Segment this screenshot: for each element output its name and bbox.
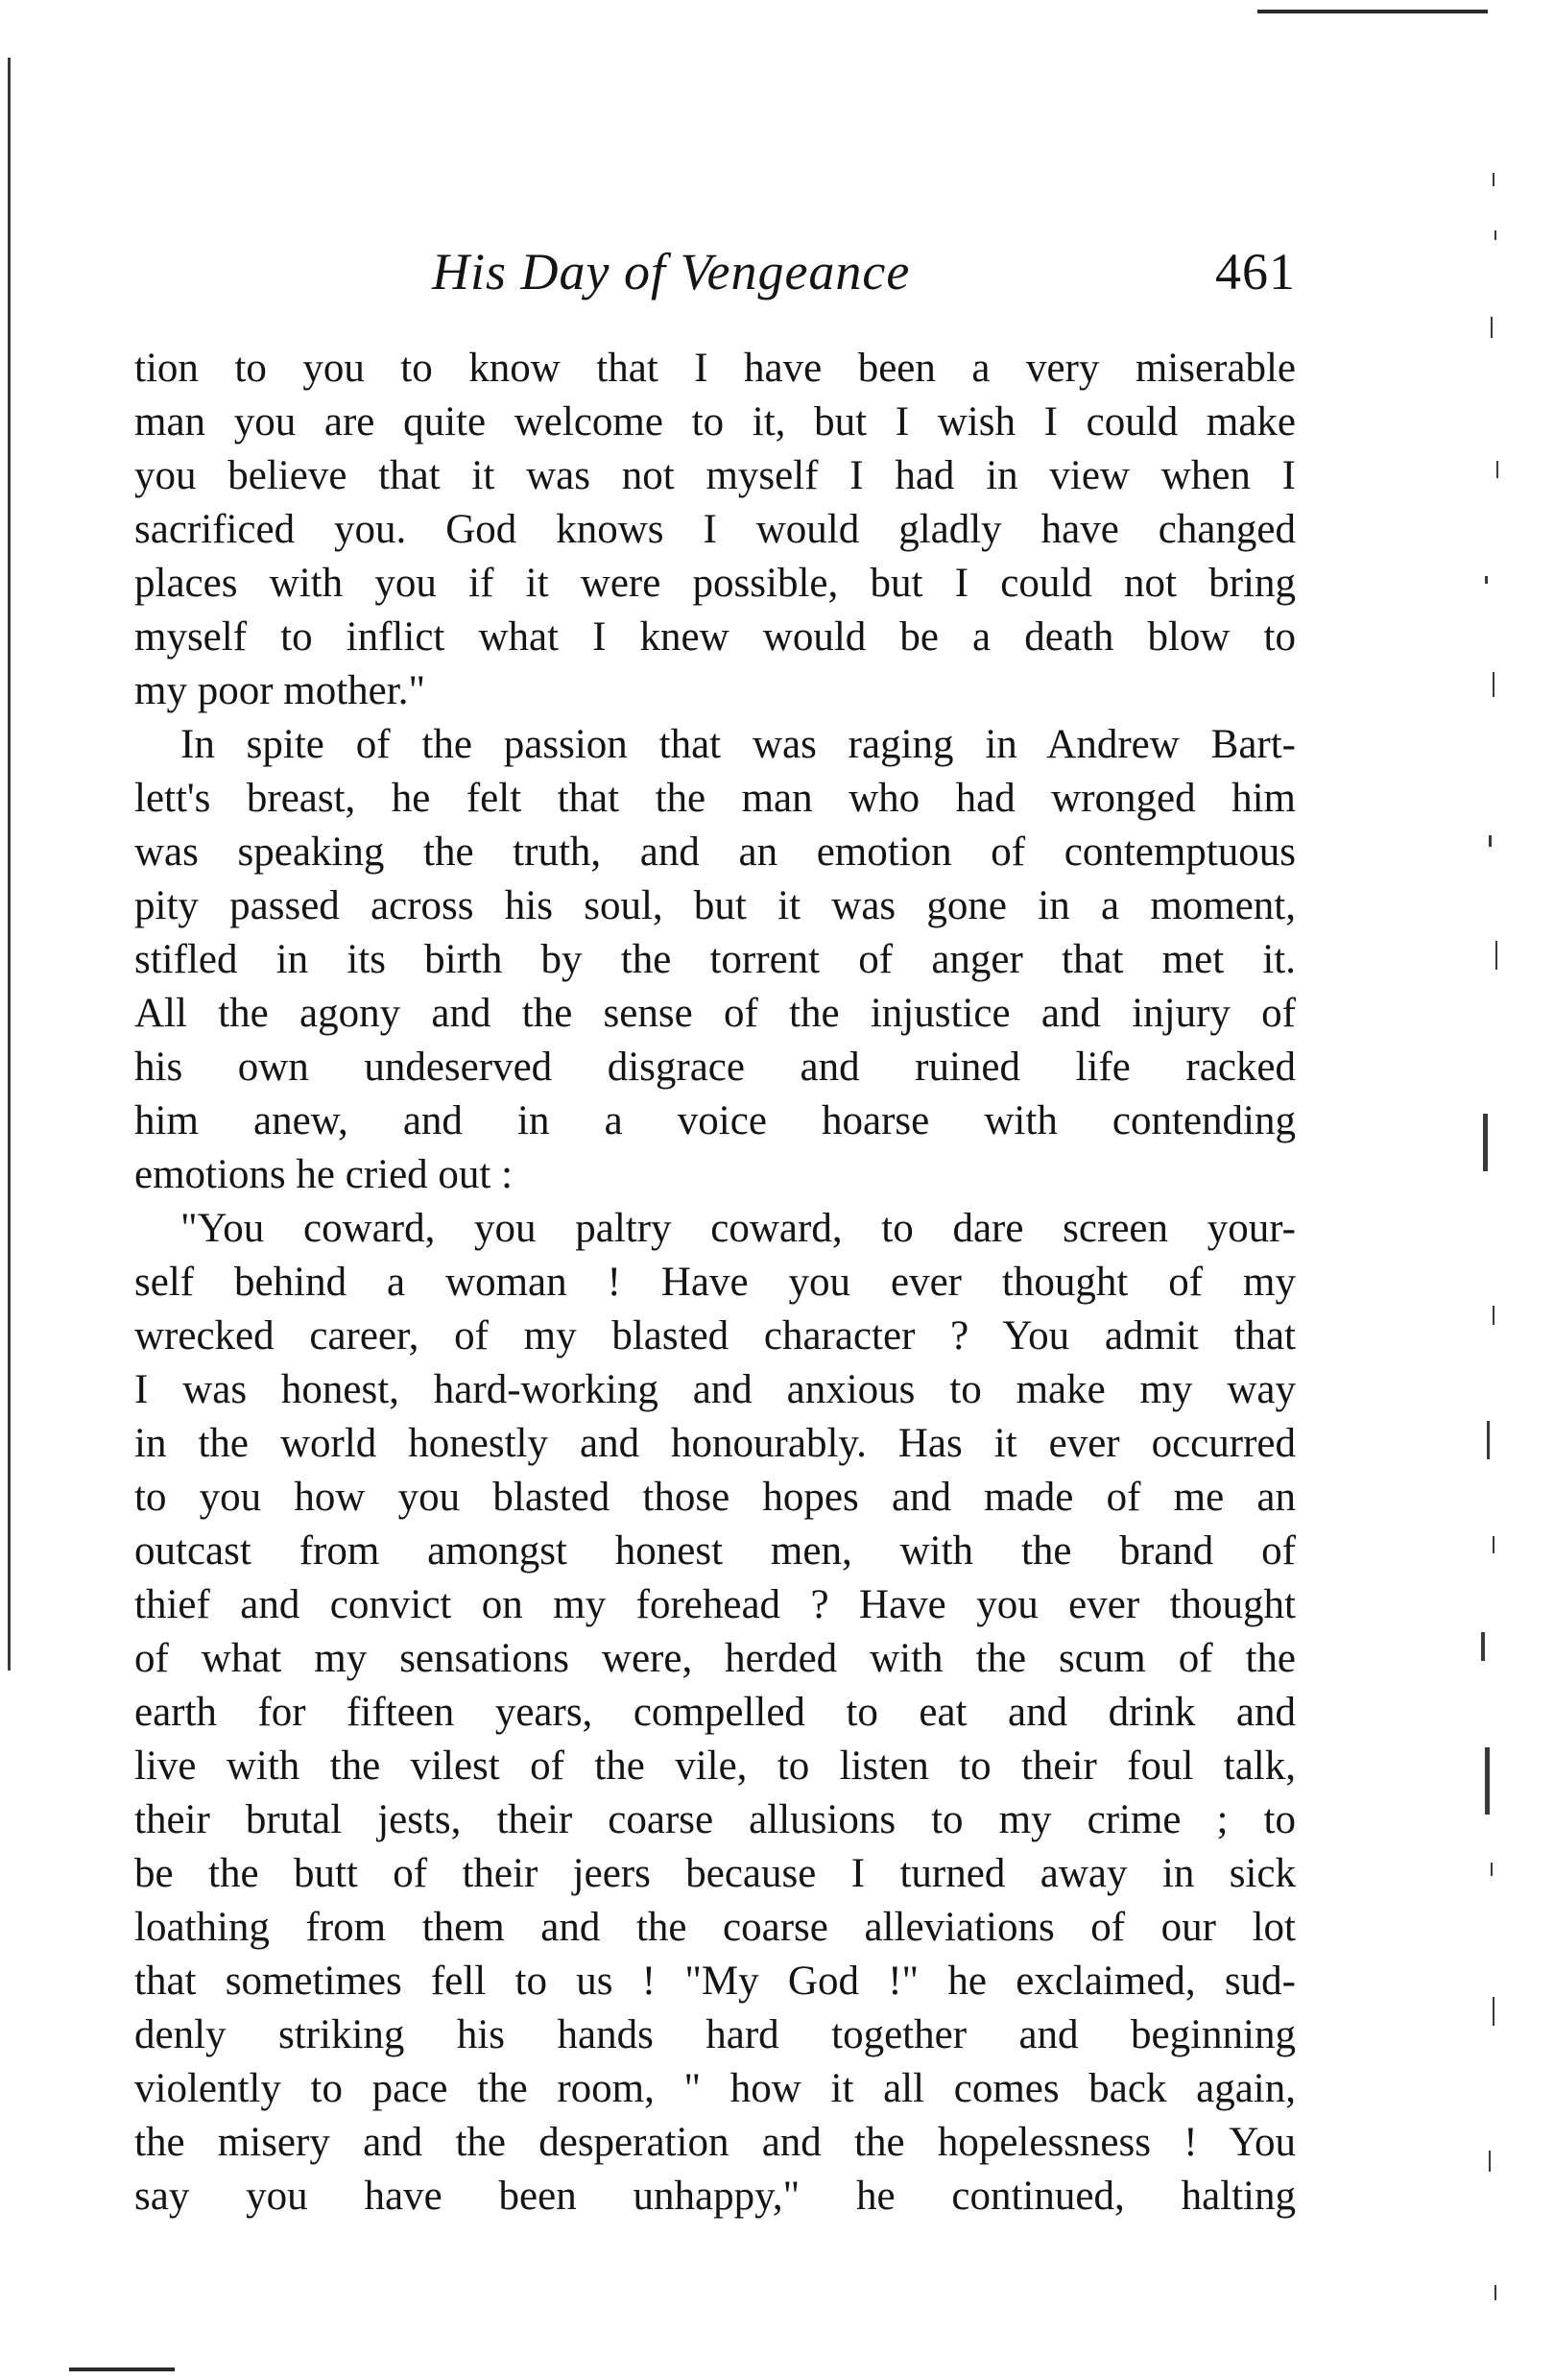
text-line: tion to you to know that I have been a very miserable <box>134 346 1296 391</box>
text-line: in the world honestly and honourably. Has it ever occurred <box>134 1421 1296 1466</box>
text-line: was speaking the truth, and an emotion of contemptuous <box>134 829 1296 875</box>
text-line: him anew, and in a voice hoarse with contending <box>134 1098 1296 1143</box>
text-line: you believe that it was not myself I had in view when I <box>134 453 1296 498</box>
text-line: I was honest, hard-working and anxious to make my way <box>134 1367 1296 1412</box>
text-line: thief and convict on my forehead ? Have you ever thought <box>134 1582 1296 1627</box>
text-line: places with you if it were possible, but I could not bring <box>134 561 1296 606</box>
text-line: myself to inflict what I knew would be a death blow to <box>134 614 1296 660</box>
text-line: man you are quite welcome to it, but I wish I could make <box>134 399 1296 445</box>
text-line: In spite of the passion that was raging in Andrew Bart- <box>180 722 1296 767</box>
text-line: wrecked career, of my blasted character ? You admit that <box>134 1313 1296 1358</box>
scan-edge-left <box>8 58 11 1671</box>
page-number: 461 <box>1215 243 1296 301</box>
text-line: their brutal jests, their coarse allusions to my crime ; to <box>134 1797 1296 1842</box>
scan-bottom-rule <box>69 2368 175 2371</box>
scan-top-rule <box>1257 10 1488 13</box>
text-line: his own undeserved disgrace and ruined life racked <box>134 1045 1296 1090</box>
body-text <box>134 342 1296 2224</box>
text-line: the misery and the desperation and the hopelessness ! You <box>134 2120 1296 2165</box>
text-line: violently to pace the room, " how it all comes back again, <box>134 2066 1296 2111</box>
text-line: outcast from amongst honest men, with the brand of <box>134 1528 1296 1574</box>
page-header <box>134 238 1296 315</box>
text-line: live with the vilest of the vile, to listen to their foul talk, <box>134 1743 1296 1789</box>
running-title: His Day of Vengeance <box>432 243 911 301</box>
text-line: earth for fifteen years, compelled to eat and drink and <box>134 1690 1296 1735</box>
text-line: self behind a woman ! Have you ever thought of my <box>134 1260 1296 1305</box>
text-line: be the butt of their jeers because I turned away in sick <box>134 1851 1296 1896</box>
text-line: that sometimes fell to us ! "My God !" he exclaimed, sud- <box>134 1959 1296 2004</box>
text-line: All the agony and the sense of the injustice and injury of <box>134 991 1296 1036</box>
text-line: loathing from them and the coarse alleviations of our lot <box>134 1905 1296 1950</box>
text-line: denly striking his hands hard together and beginning <box>134 2012 1296 2057</box>
text-line: to you how you blasted those hopes and made of me an <box>134 1475 1296 1520</box>
text-line: say you have been unhappy," he continued, halting <box>134 2174 1296 2219</box>
text-line: of what my sensations were, herded with the scum of the <box>134 1636 1296 1681</box>
text-line: stifled in its birth by the torrent of anger that met it. <box>134 937 1296 982</box>
text-line: pity passed across his soul, but it was gone in a moment, <box>134 883 1296 928</box>
text-line: lett's breast, he felt that the man who had wronged him <box>134 776 1296 821</box>
text-line: sacrificed you. God knows I would gladly have changed <box>134 507 1296 552</box>
scan-margin-specks <box>1464 173 1531 2343</box>
text-line: emotions he cried out : <box>134 1152 514 1197</box>
text-line: "You coward, you paltry coward, to dare screen your- <box>180 1206 1296 1251</box>
text-line: my poor mother." <box>134 668 425 713</box>
